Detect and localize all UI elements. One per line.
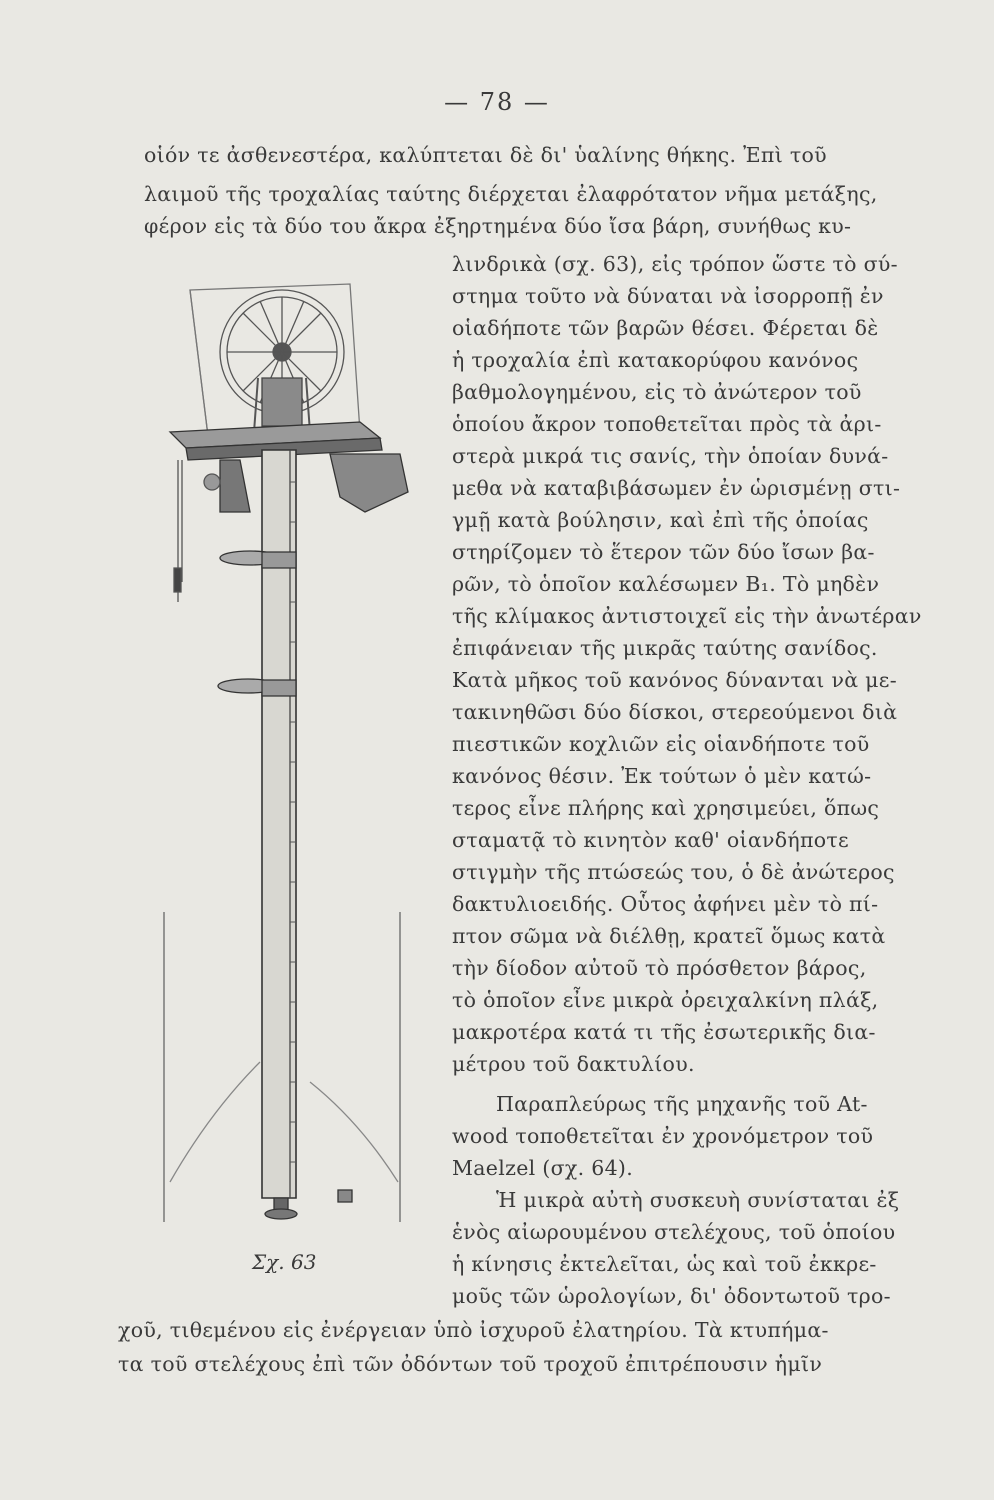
atwood-machine-illustration bbox=[150, 282, 440, 1242]
text-line: ἐπιφάνειαν τῆς μικρᾶς ταύτης σανίδος. bbox=[452, 636, 878, 660]
figure-atwood-machine bbox=[150, 282, 440, 1242]
text-line: τερος εἶνε πλήρης καὶ χρησιμεύει, ὅπως bbox=[452, 796, 880, 820]
text-line: ρῶν, τὸ ὁποῖον καλέσωμεν Β₁. Τὸ μηδὲν bbox=[452, 572, 880, 596]
text-line: μοῦς τῶν ὡρολογίων, δι' ὀδοντωτοῦ τρο- bbox=[452, 1284, 891, 1308]
text-line: λαιμοῦ τῆς τροχαλίας ταύτης διέρχεται ἐλαφρότατον νῆμα μετάξης, bbox=[144, 182, 878, 206]
text-line: μεθα νὰ καταβιβάσωμεν ἐν ὡρισμένῃ στι- bbox=[452, 476, 901, 500]
text-line: wood τοποθετεῖται ἐν χρονόμετρον τοῦ bbox=[452, 1124, 874, 1148]
text-line: στηρίζομεν τὸ ἕτερον τῶν δύο ἴσων βα- bbox=[452, 540, 875, 564]
text-line: Κατὰ μῆκος τοῦ κανόνος δύνανται νὰ με- bbox=[452, 668, 897, 692]
text-line: κανόνος θέσιν. Ἐκ τούτων ὁ μὲν κατώ- bbox=[452, 764, 872, 788]
text-line: Παραπλεύρως τῆς μηχανῆς τοῦ At- bbox=[496, 1092, 868, 1116]
text-line: δακτυλιοειδής. Οὗτος ἀφήνει μὲν τὸ πί- bbox=[452, 892, 879, 916]
text-line: στημα τοῦτο νὰ δύναται νὰ ἰσορροπῇ ἐν bbox=[452, 284, 884, 308]
text-line: πτον σῶμα νὰ διέλθῃ, κρατεῖ ὅμως κατὰ bbox=[452, 924, 886, 948]
text-line: τὸ ὁποῖον εἶνε μικρὰ ὀρειχαλκίνη πλάξ, bbox=[452, 988, 879, 1012]
text-line: λινδρικὰ (σχ. 63), εἰς τρόπον ὥστε τὸ σύ- bbox=[452, 252, 898, 276]
text-line: μακροτέρα κατά τι τῆς ἐσωτερικῆς δια- bbox=[452, 1020, 876, 1044]
figure-caption: Σχ. 63 bbox=[252, 1250, 317, 1274]
text-line: φέρον εἰς τὰ δύο του ἄκρα ἐξηρτημένα δύο ἴσα βάρη, συνήθως κυ- bbox=[144, 214, 852, 238]
text-line: οἱαδήποτε τῶν βαρῶν θέσει. Φέρεται δὲ bbox=[452, 316, 879, 340]
text-line: σταματᾷ τὸ κινητὸν καθ' οἱανδήποτε bbox=[452, 828, 849, 852]
text-line: τῆς κλίμακος ἀντιστοιχεῖ εἰς τὴν ἀνωτέραν bbox=[452, 604, 922, 628]
text-line: βαθμολογημένου, εἰς τὸ ἀνώτερον τοῦ bbox=[452, 380, 862, 404]
text-line: χοῦ, τιθεμένου εἰς ἐνέργειαν ὑπὸ ἰσχυροῦ ἐλατηρίου. Τὰ κτυπήμα- bbox=[118, 1318, 829, 1342]
text-line: γμῇ κατὰ βούλησιν, καὶ ἐπὶ τῆς ὁποίας bbox=[452, 508, 869, 532]
text-line: στερὰ μικρά τις σανίς, τὴν ὁποίαν δυνά- bbox=[452, 444, 889, 468]
text-line: στιγμὴν τῆς πτώσεώς του, ὁ δὲ ἀνώτερος bbox=[452, 860, 895, 884]
text-line: Ἡ μικρὰ αὐτὴ συσκευὴ συνίσταται ἐξ bbox=[496, 1188, 900, 1212]
text-line: οἱόν τε ἀσθενεστέρα, καλύπτεται δὲ δι' ὑαλίνης θήκης. Ἐπὶ τοῦ bbox=[144, 143, 827, 167]
text-line: τακινηθῶσι δύο δίσκοι, στερεούμενοι διὰ bbox=[452, 700, 898, 724]
text-line: μέτρου τοῦ δακτυλίου. bbox=[452, 1052, 695, 1076]
text-line: ὁποίου ἄκρον τοποθετεῖται πρὸς τὰ ἀρι- bbox=[452, 412, 882, 436]
page-number: — 78 — bbox=[444, 88, 550, 116]
text-line: τὴν δίοδον αὐτοῦ τὸ πρόσθετον βάρος, bbox=[452, 956, 867, 980]
text-line: πιεστικῶν κοχλιῶν εἰς οἱανδήποτε τοῦ bbox=[452, 732, 870, 756]
text-line: ἡ τροχαλία ἐπὶ κατακορύφου κανόνος bbox=[452, 348, 859, 372]
text-line: ἡ κίνησις ἐκτελεῖται, ὡς καὶ τοῦ ἐκκρε- bbox=[452, 1252, 877, 1276]
text-line: τα τοῦ στελέχους ἐπὶ τῶν ὀδόντων τοῦ τροχοῦ ἐπιτρέπουσιν ἡμῖν bbox=[118, 1352, 823, 1376]
text-line: ἑνὸς αἰωρουμένου στελέχους, τοῦ ὁποίου bbox=[452, 1220, 896, 1244]
text-line: Maelzel (σχ. 64). bbox=[452, 1156, 634, 1180]
